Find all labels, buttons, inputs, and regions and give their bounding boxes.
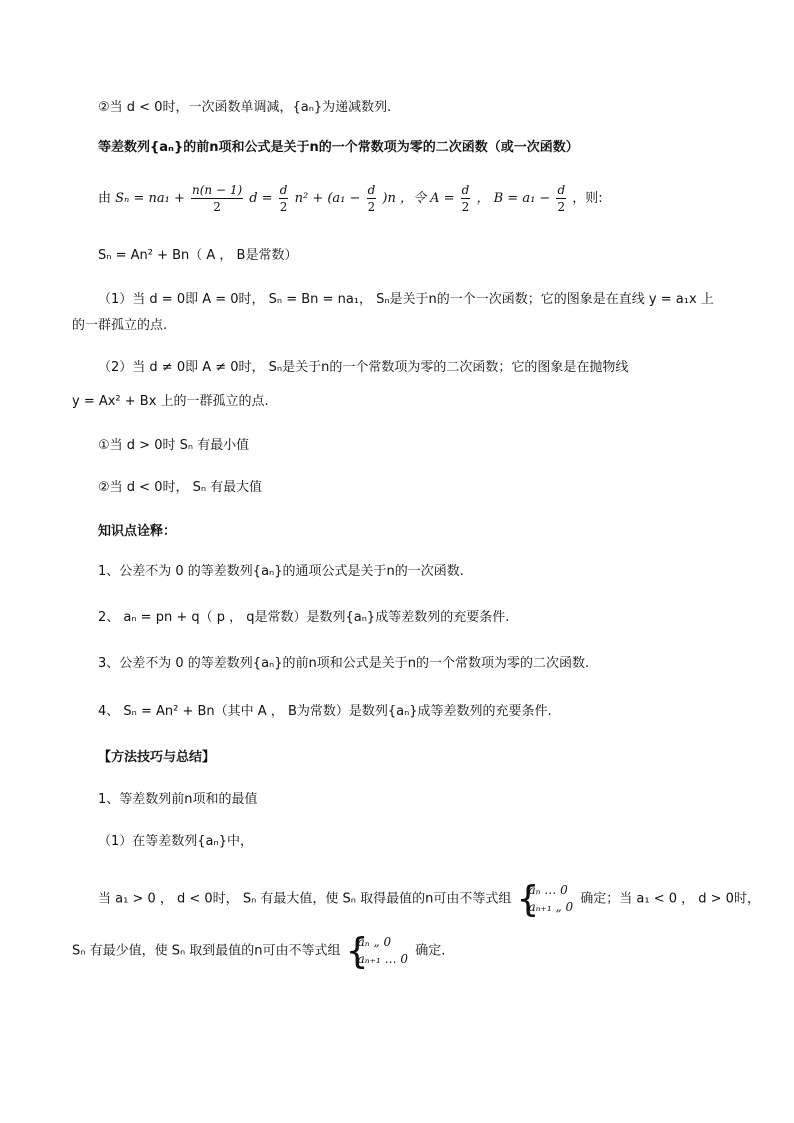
inequality-system-2: { aₙ „ 0 aₙ₊₁ … 0	[348, 934, 408, 968]
note-4: 4、 Sₙ = An² + Bn（其中 A ， B为常数）是数列{aₙ}成等差数列的充要条件.	[98, 704, 552, 719]
formula-d-eq: d =	[249, 191, 273, 206]
heading-sum-formula: 等差数列{aₙ}的前n项和公式是关于n的一个常数项为零的二次函数（或一次函数）	[98, 140, 579, 155]
formula-prefix: 由	[98, 191, 112, 206]
paragraph-case-1a: （1）当 d = 0即 A = 0时， Sₙ = Bn = na₁， Sₙ是关于n的一个一次函数；它的图象是在直线 y = a₁x 上	[98, 292, 714, 307]
note-1: 1、公差不为 0 的等差数列{aₙ}的通项公式是关于n的一次函数.	[98, 564, 464, 579]
inequality-system-1: { aₙ … 0 aₙ₊₁ „ 0	[518, 882, 573, 916]
method-1-case: （1）在等差数列{aₙ}中，	[98, 834, 253, 849]
heading-methods-summary: 【方法技巧与总结】	[98, 750, 216, 765]
fraction-4: $\frac{d}{2}$	[461, 183, 470, 214]
formula-mid3: ， B = a₁ −	[476, 191, 551, 206]
paragraph-sn-form: Sₙ = An² + Bn（ A ， B是常数）	[98, 248, 298, 263]
formula-mid: n² + (a₁ −	[294, 191, 361, 206]
heading-knowledge-note: 知识点诠释：	[98, 524, 177, 539]
method-max-line: 当 a₁ > 0 ， d < 0时， Sₙ 有最大值，使 Sₙ 取得最值的n可由不等式组 { aₙ … 0 aₙ₊₁ „ 0 确定；当 a₁ < 0 ， d > 0时，	[98, 882, 760, 916]
method-min-line: Sₙ 有最少值，使 Sₙ 取到最值的n可由不等式组 { aₙ „ 0 aₙ₊₁ … 0 确定.	[72, 934, 445, 968]
formula-line	[98, 182, 603, 215]
note-3: 3、公差不为 0 的等差数列{aₙ}的前n项和公式是关于n的一个常数项为零的二次函数.	[98, 656, 590, 671]
paragraph-min-value: ①当 d > 0时 Sₙ 有最小值	[98, 438, 250, 453]
paragraph-max-value: ②当 d < 0时， Sₙ 有最大值	[98, 480, 263, 495]
fraction-2: $\frac{d}{2}$	[279, 183, 288, 214]
fraction-5: $\frac{d}{2}$	[557, 183, 566, 214]
paragraph-case-1b: 的一群孤立的点.	[72, 318, 168, 333]
paragraph-case-2a: （2）当 d ≠ 0即 A ≠ 0时， Sₙ是关于n的一个常数项为零的二次函数；它的图象是在抛物线	[98, 360, 629, 375]
formula-tail: ，则:	[572, 191, 603, 206]
formula-mid2: )n ，令 A =	[382, 191, 455, 206]
fraction-1: $\frac{n(n - 1)}{2}$	[192, 183, 243, 214]
paragraph-case-2b: y = Ax² + Bx 上的一群孤立的点.	[72, 394, 269, 409]
formula-sn: Sₙ = na₁ +	[115, 191, 185, 206]
method-1-title: 1、等差数列前n项和的最值	[98, 792, 258, 807]
fraction-3: $\frac{d}{2}$	[367, 183, 376, 214]
paragraph-decreasing-sequence: ②当 d < 0时，一次函数单调减，{aₙ}为递减数列.	[98, 100, 392, 115]
note-2: 2、 aₙ = pn + q（ p ， q是常数）是数列{aₙ}成等差数列的充要条件.	[98, 610, 510, 625]
